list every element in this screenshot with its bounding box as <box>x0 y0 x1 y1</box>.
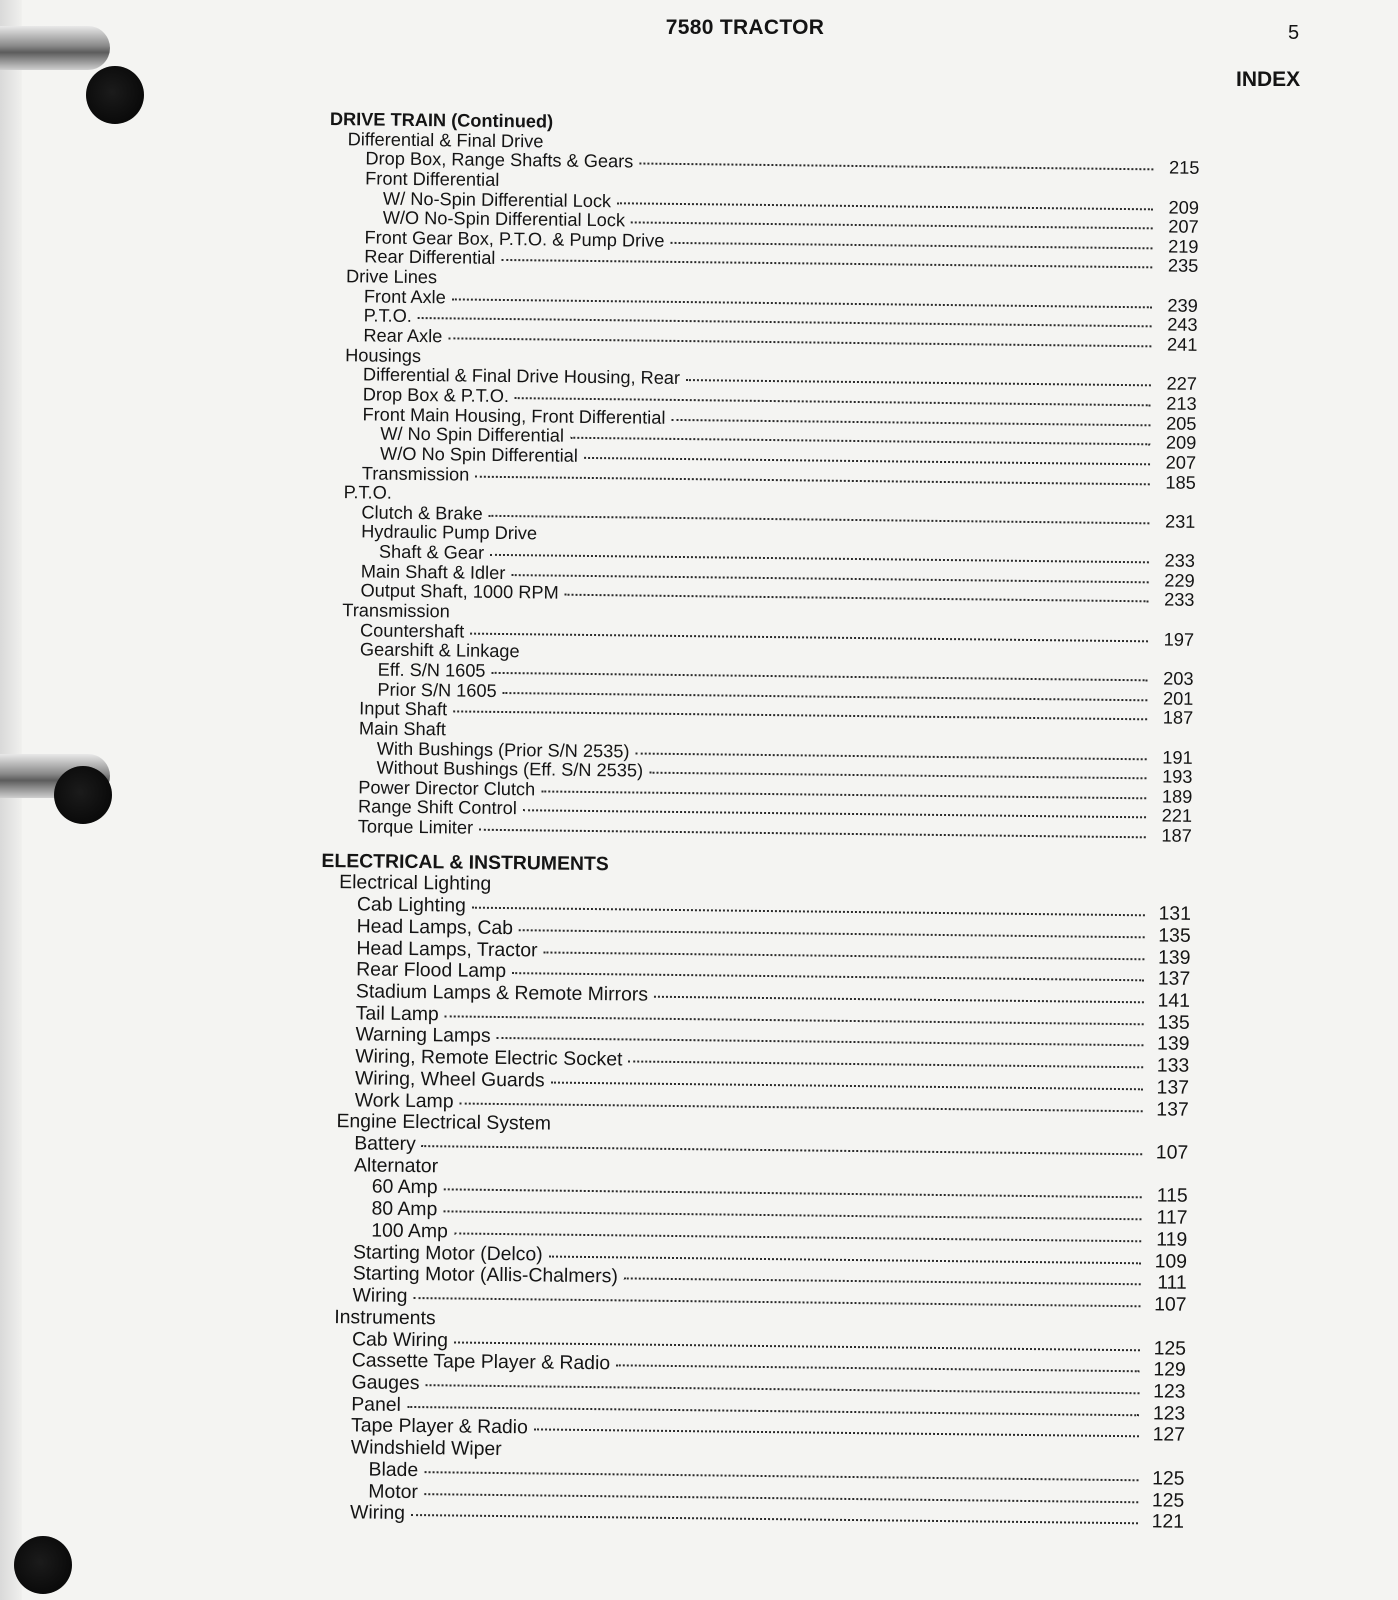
dot-leader <box>418 317 1152 327</box>
index-entry-label: Wiring, Wheel Guards <box>354 1067 545 1092</box>
index-entry-page: 215 <box>1168 157 1200 179</box>
index-entry-page: 123 <box>1153 1380 1186 1403</box>
dot-leader <box>671 419 1150 426</box>
dot-leader <box>534 1429 1139 1438</box>
index-entry-page: 209 <box>1165 432 1197 454</box>
index-entry-label: Starting Motor (Delco) <box>352 1240 543 1266</box>
index-entry-label: Wiring, Remote Electric Socket <box>355 1045 623 1071</box>
index-entry-label: Cassette Tape Player & Radio <box>351 1349 611 1375</box>
index-entry-label: W/ No Spin Differential <box>380 423 565 446</box>
index-entry-label: Output Shaft, 1000 RPM <box>360 580 559 603</box>
index-entry-page: 229 <box>1164 570 1195 591</box>
index-entry-page: 241 <box>1166 334 1198 355</box>
dot-leader <box>584 457 1150 465</box>
index-entry-label: Drive Lines <box>346 266 438 288</box>
index-entry-page: 231 <box>1164 511 1196 532</box>
index-entry-page: 139 <box>1156 1032 1190 1056</box>
index-entry-page: 219 <box>1168 236 1199 257</box>
index-entry-page: 207 <box>1165 452 1197 473</box>
index-entry-page: 111 <box>1157 1271 1187 1295</box>
index-entry-page: 137 <box>1157 967 1191 991</box>
index-entry-page: 243 <box>1167 314 1198 336</box>
index-entry-label: ELECTRICAL & INSTRUMENTS <box>321 849 609 875</box>
index-entry-label: Instruments <box>334 1305 436 1330</box>
index-entry-label: W/O No Spin Differential <box>379 443 578 466</box>
index-entry-page: 193 <box>1162 766 1193 787</box>
dot-leader <box>448 337 1151 347</box>
index-entry-label: Transmission <box>361 462 470 485</box>
punch-hole-top <box>86 66 144 124</box>
index-entry-label: 60 Amp <box>371 1176 438 1199</box>
index-entry-label: Drop Box & P.T.O. <box>362 384 510 407</box>
index-entry-page: 125 <box>1151 1488 1185 1512</box>
index-entry-label: Work Lamp <box>354 1088 454 1113</box>
index-entry-label: Eff. S/N 1605 <box>377 659 486 681</box>
index-entry-label: Without Bushings (Eff. S/N 2535) <box>376 757 644 781</box>
dot-leader <box>501 259 1152 268</box>
index-entry-label: 100 Amp <box>371 1219 448 1243</box>
dot-leader <box>424 1471 1138 1481</box>
binder-strip <box>0 0 22 1600</box>
index-entry-page: 185 <box>1165 472 1196 493</box>
index-entry-label: Wiring <box>352 1284 408 1308</box>
dot-leader <box>541 790 1146 799</box>
dot-leader <box>670 242 1152 249</box>
index-entry-label: Starting Motor (Allis-Chalmers) <box>352 1262 618 1288</box>
index-entry-page: 133 <box>1156 1054 1190 1077</box>
dot-leader <box>411 1514 1138 1524</box>
index-entry-label: P.T.O. <box>363 305 412 327</box>
index-entry-label: Gauges <box>351 1371 420 1395</box>
index-entry-label: W/ No-Spin Differential Lock <box>382 188 612 211</box>
index-entry-label: Blade <box>368 1458 419 1481</box>
index-section-drive <box>322 110 1200 847</box>
index-entry-label: Input Shaft <box>359 698 448 720</box>
index-entry-label: Gearshift & Linkage <box>359 639 520 662</box>
index-entry-page: 125 <box>1152 1467 1185 1490</box>
index-entry-label: Alternator <box>353 1154 439 1178</box>
dot-leader <box>639 163 1153 171</box>
index-entry-page: 129 <box>1153 1358 1186 1382</box>
dot-leader <box>470 632 1148 642</box>
index-entry-page: 121 <box>1151 1510 1185 1534</box>
index-entry-label: Head Lamps, Tractor <box>356 936 538 961</box>
index-label: INDEX <box>1236 68 1301 91</box>
dot-leader <box>444 1189 1142 1199</box>
document-title: 7580 TRACTOR <box>665 16 825 39</box>
dot-leader <box>570 437 1150 446</box>
index-entry-label: Head Lamps, Cab <box>356 915 514 939</box>
index-entry-label: Power Director Clutch <box>358 777 536 800</box>
index-entry-label: Engine Electrical System <box>336 1110 552 1135</box>
dot-leader <box>565 594 1149 603</box>
index-entry-page: 139 <box>1157 946 1191 969</box>
index-entry-page: 201 <box>1162 688 1194 709</box>
index-entry-label: Front Gear Box, P.T.O. & Pump Drive <box>364 227 665 251</box>
index-entry-label: Rear Differential <box>364 246 496 269</box>
dot-leader <box>519 929 1145 938</box>
index-entry-page: 197 <box>1163 629 1195 650</box>
dot-leader <box>454 1232 1141 1242</box>
index-entry-page: 221 <box>1161 805 1193 827</box>
index-entry-label: W/O No-Spin Differential Lock <box>382 207 626 231</box>
dot-leader <box>453 711 1147 721</box>
index-entry-page: 107 <box>1154 1293 1187 1316</box>
index-entry-label: Main Shaft & Idler <box>360 561 506 583</box>
index-entry-label: Cab Wiring <box>351 1327 449 1351</box>
index-entry-label: Rear Axle <box>363 325 443 347</box>
dot-leader <box>549 1255 1141 1264</box>
dot-leader <box>425 1384 1139 1394</box>
index-entry-page: 239 <box>1167 295 1198 316</box>
dot-leader <box>413 1297 1140 1307</box>
index-entry-label: Hydraulic Pump Drive <box>361 521 538 544</box>
index-entry-label: DRIVE TRAIN (Continued) <box>329 109 554 132</box>
punch-hole-bottom <box>14 1536 72 1594</box>
index-entry-page: 227 <box>1166 373 1198 395</box>
index-entry-label: Shaft & Gear <box>378 541 485 563</box>
index-entry-page: 131 <box>1158 902 1192 925</box>
dot-leader <box>544 951 1145 960</box>
index-entry-label: 80 Amp <box>371 1197 438 1221</box>
index-entry-page: 235 <box>1167 256 1199 277</box>
index-entry-page: 205 <box>1166 413 1197 434</box>
index-entry-label: Drop Box, Range Shafts & Gears <box>365 148 634 172</box>
index-entry-page: 119 <box>1156 1228 1188 1251</box>
dot-leader <box>424 1493 1138 1503</box>
index-section-electrical <box>314 851 1192 1534</box>
index-entry-page: 187 <box>1162 707 1194 729</box>
dot-leader <box>475 475 1150 485</box>
dot-leader <box>654 996 1144 1004</box>
dot-leader <box>551 1081 1143 1090</box>
dot-leader <box>686 379 1151 386</box>
index-entry-page: 137 <box>1156 1098 1189 1121</box>
dot-leader <box>523 810 1146 819</box>
dot-leader <box>497 1037 1144 1046</box>
dot-leader <box>460 1102 1143 1112</box>
index-entry-label: Warning Lamps <box>355 1023 491 1048</box>
index-entry-label: Tail Lamp <box>355 1002 439 1026</box>
dot-leader <box>443 1211 1141 1221</box>
index-entry-label: Transmission <box>342 600 450 622</box>
index-entry-page: 127 <box>1152 1423 1186 1447</box>
index-entry-label: Main Shaft <box>358 718 447 740</box>
index-entry-label: Clutch & Brake <box>361 502 483 524</box>
index-entry-page: 115 <box>1156 1184 1188 1208</box>
dot-leader <box>407 1406 1139 1416</box>
index-entry-page: 141 <box>1157 989 1191 1012</box>
index-entry-label: Front Differential <box>365 168 500 190</box>
index-entry-label: Prior S/N 1605 <box>377 679 497 701</box>
dot-leader <box>635 752 1146 760</box>
index-entry-label: With Bushings (Prior S/N 2535) <box>376 738 630 761</box>
dot-leader <box>512 972 1144 981</box>
dot-leader <box>511 574 1148 583</box>
index-entry-page: 137 <box>1156 1076 1190 1099</box>
index-entry-label: Differential & Final Drive <box>347 128 544 152</box>
index-entry-page: 125 <box>1153 1336 1187 1360</box>
index-entry-label: P.T.O. <box>343 482 392 503</box>
index-entry-label: Windshield Wiper <box>350 1436 502 1461</box>
index-entry-page: 107 <box>1155 1141 1189 1164</box>
dot-leader <box>489 515 1150 524</box>
index-entry-page: 123 <box>1152 1402 1186 1425</box>
dot-leader <box>624 1278 1141 1286</box>
index-entry-page: 203 <box>1163 668 1194 689</box>
index-entry-label: Housings <box>345 344 422 366</box>
dot-leader <box>617 202 1153 210</box>
index-entry-label: Electrical Lighting <box>339 871 492 896</box>
dot-leader <box>454 1341 1140 1351</box>
index-entry-page: 135 <box>1157 1011 1190 1034</box>
dot-leader <box>515 397 1151 406</box>
dot-leader <box>616 1365 1140 1373</box>
index-entry-label: Tape Player & Radio <box>350 1414 528 1439</box>
dot-leader <box>649 772 1146 780</box>
index-entry-label: Battery <box>354 1132 416 1156</box>
index-entry-label: Panel <box>351 1392 402 1416</box>
index-entry-page: 213 <box>1166 393 1197 414</box>
index-entry-page: 189 <box>1161 786 1193 807</box>
index-entry-page: 109 <box>1154 1250 1188 1273</box>
index-entry-page: 187 <box>1161 825 1192 846</box>
index-entry-page: 233 <box>1164 550 1196 571</box>
dot-leader <box>631 222 1153 230</box>
dot-leader <box>472 907 1145 917</box>
index-entry-page: 207 <box>1168 216 1199 238</box>
dot-leader <box>628 1061 1143 1069</box>
punch-hole-middle <box>54 766 112 824</box>
dot-leader <box>445 1015 1144 1025</box>
index-entry-page: 233 <box>1164 589 1195 611</box>
index-entry-label: Countershaft <box>359 620 465 642</box>
page-number: 5 <box>1288 22 1300 44</box>
index-entry-page: 209 <box>1168 197 1200 218</box>
index-entry-label: Cab Lighting <box>356 893 466 917</box>
index-entry-label: Front Main Housing, Front Differential <box>362 403 666 428</box>
dot-leader <box>479 829 1146 839</box>
index-entry-label: Motor <box>368 1480 419 1503</box>
index-entry-page: 191 <box>1162 746 1193 768</box>
index-entry-label: Differential & Final Drive Housing, Rear <box>362 364 681 389</box>
index-entry-label: Front Axle <box>363 286 446 308</box>
index-entry-label: Range Shift Control <box>357 796 517 819</box>
index-entry-label: Wiring <box>349 1501 406 1525</box>
index-entry-label: Stadium Lamps & Remote Mirrors <box>355 980 649 1006</box>
dot-leader <box>490 554 1149 563</box>
index-entry-label: Torque Limiter <box>357 816 474 838</box>
index-entry-page: 117 <box>1156 1206 1188 1230</box>
dot-leader <box>452 298 1152 308</box>
table-of-contents <box>314 110 1200 1548</box>
index-entry-label: Rear Flood Lamp <box>356 958 507 983</box>
index-entry-page: 135 <box>1158 924 1191 947</box>
dot-leader <box>503 692 1148 701</box>
dot-leader <box>422 1145 1143 1155</box>
dot-leader <box>491 672 1147 681</box>
